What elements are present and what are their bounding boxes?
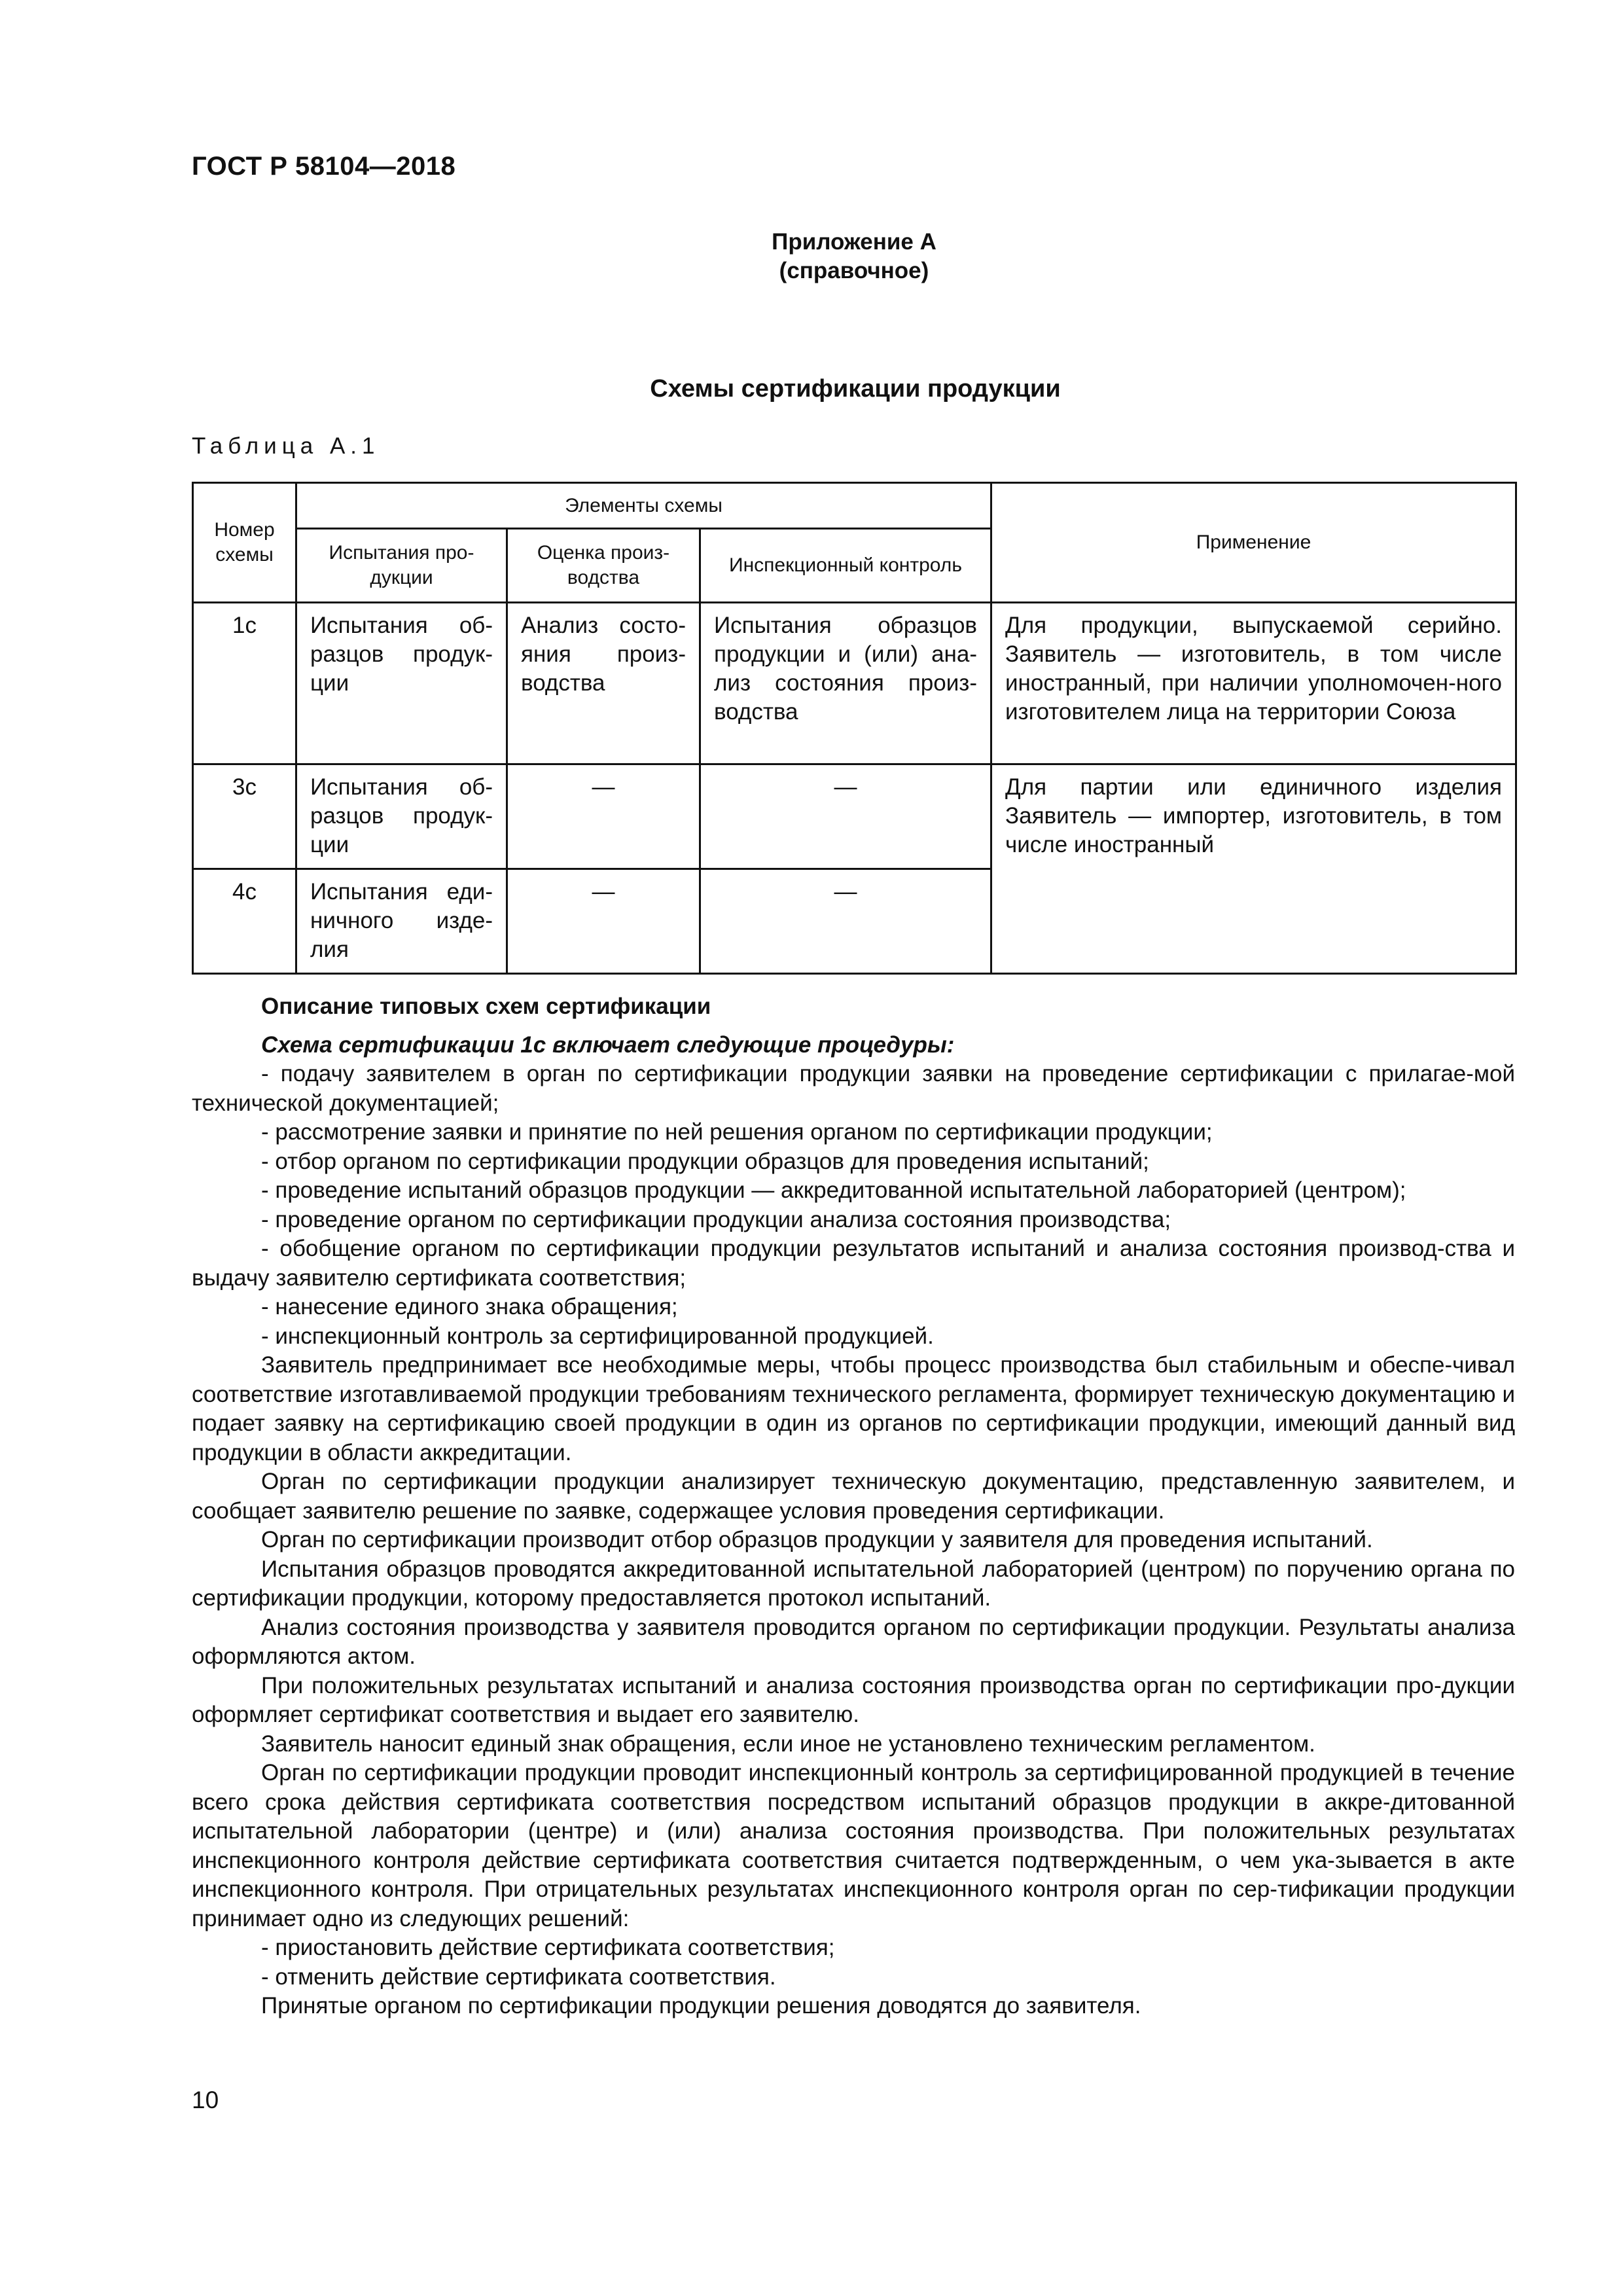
cell-inspection: — xyxy=(700,869,991,974)
procedure-item: - подачу заявителем в орган по сертификации продукции заявки на проведение сертификации с прилагае-мой технической документацией; xyxy=(192,1061,1515,1116)
header-inspection: Инспекционный контроль xyxy=(700,529,991,603)
cell-inspection: — xyxy=(700,764,991,869)
header-application: Применение xyxy=(991,483,1516,603)
cell-application: Для партии или единичного изделия Заявитель — импортер, изготовитель, в том числе иностранный xyxy=(991,764,1516,974)
table-label: Таблица А.1 xyxy=(192,433,380,459)
table-row xyxy=(193,764,1516,869)
cell-evaluation: — xyxy=(507,764,700,869)
cell-testing: Испытания об-разцов продук-ции xyxy=(296,764,507,869)
section-title: Схемы сертификации продукции xyxy=(650,375,1061,403)
cell-testing: Испытания еди-ничного изде-лия xyxy=(296,869,507,974)
header-elements: Элементы схемы xyxy=(296,483,991,529)
body-paragraph: Испытания образцов проводятся аккредитованной испытательной лабораторией (центром) по поручению органа по сертификации продукции, которому предоставляется протокол испытаний. xyxy=(192,1556,1515,1611)
body-paragraph: Заявитель наносит единый знак обращения, если иное не установлено техническим регламентом. xyxy=(261,1731,1315,1757)
appendix-type: (справочное) xyxy=(779,258,929,283)
page-number: 10 xyxy=(192,2087,219,2113)
cell-evaluation: Анализ состо-яния произ-водства xyxy=(507,603,700,764)
appendix-heading xyxy=(0,228,1623,285)
body-paragraph: Заявитель предпринимает все необходимые меры, чтобы процесс производства был стабильным и обеспе-чивал соответствие изготавливаемой продукции требованиям технического регламента, формирует техническую документацию и подает заявку на сертификацию своей продукции в один из органов по сертификации продукции, имеющий данный вид продукции в области аккредитации. xyxy=(192,1352,1515,1465)
procedure-item: - нанесение единого знака обращения; xyxy=(261,1294,678,1319)
header-evaluation: Оценка произ-водства xyxy=(507,529,700,603)
decision-item: - отменить действие сертификата соответствия. xyxy=(261,1964,776,1990)
body-paragraph: Орган по сертификации продукции проводит инспекционный контроль за сертифицированной продукцией в течение всего срока действия сертификата соответствия посредством испытаний образцов продукции в аккре-дитованной испытательной лаборатории (центре) и (или) анализа состояния производства. При положительных результатах инспекционного контроля действие сертификата соответствия считается подтвержденным, о чем ука-зывается в акте инспекционного контроля. При отрицательных результатах инспекционного контроля орган по сер-тификации продукции принимает одно из следующих решений: xyxy=(192,1760,1515,1931)
header-testing: Испытания про-дукции xyxy=(296,529,507,603)
procedure-item: - инспекционный контроль за сертифицированной продукцией. xyxy=(261,1323,934,1349)
document-code: ГОСТ Р 58104—2018 xyxy=(192,152,456,181)
cell-inspection: Испытания образцов продукции и (или) ана-лиз состояния произ-водства xyxy=(700,603,991,764)
cell-testing: Испытания об-разцов продук-ции xyxy=(296,603,507,764)
decision-item: - приостановить действие сертификата соответствия; xyxy=(261,1935,835,1960)
scheme-1c-heading: Схема сертификации 1с включает следующие процедуры: xyxy=(261,1031,955,1058)
cell-application: Для продукции, выпускаемой серийно. Заявитель — изготовитель, в том числе иностранный, при наличии уполномочен-ного изготовителем лица на территории Союза xyxy=(991,603,1516,764)
body-paragraph: Орган по сертификации производит отбор образцов продукции у заявителя для проведения испытаний. xyxy=(261,1527,1373,1552)
body-paragraph: Орган по сертификации продукции анализирует техническую документацию, представленную заявителем, и сообщает заявителю решение по заявке, содержащее условия проведения сертификации. xyxy=(192,1469,1515,1524)
cell-evaluation: — xyxy=(507,869,700,974)
certification-schemes-table xyxy=(192,482,1517,975)
procedure-item: - рассмотрение заявки и принятие по ней решения органом по сертификации продукции; xyxy=(261,1119,1213,1145)
body-paragraph: Принятые органом по сертификации продукции решения доводятся до заявителя. xyxy=(261,1993,1141,2018)
table-row xyxy=(193,603,1516,764)
description-heading: Описание типовых схем сертификации xyxy=(261,994,711,1019)
procedure-item: - отбор органом по сертификации продукции образцов для проведения испытаний; xyxy=(261,1148,1149,1174)
scheme-number: 1с xyxy=(193,603,296,764)
header-number: Номер схемы xyxy=(193,483,296,603)
procedure-item: - проведение органом по сертификации продукции анализа состояния производства; xyxy=(261,1206,1171,1232)
appendix-title: Приложение А xyxy=(772,229,936,255)
body-paragraph: Анализ состояния производства у заявителя проводится органом по сертификации продукции. Результаты анализа оформляются актом. xyxy=(192,1614,1515,1669)
description-section xyxy=(192,992,1515,2021)
body-paragraph: При положительных результатах испытаний и анализа состояния производства орган по сертификации про-дукции оформляет сертификат соответствия и выдает его заявителю. xyxy=(192,1672,1515,1727)
scheme-number: 4с xyxy=(193,869,296,974)
procedure-item: - обобщение органом по сертификации продукции результатов испытаний и анализа состояния производ-ства и выдачу заявителю сертификата соответствия; xyxy=(192,1236,1515,1291)
procedure-item: - проведение испытаний образцов продукции — аккредитованной испытательной лабораторией (центром); xyxy=(261,1177,1406,1203)
scheme-number: 3с xyxy=(193,764,296,869)
